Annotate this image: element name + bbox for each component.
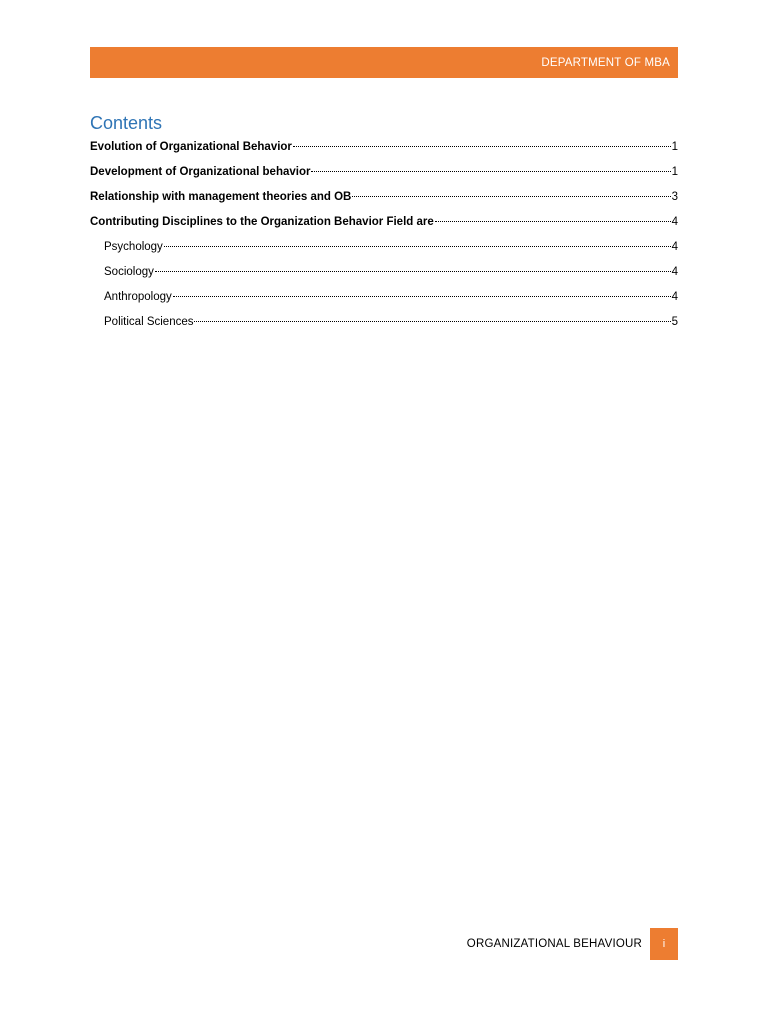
toc-entry-page: 4 (671, 241, 678, 253)
toc-entry-title: Sociology (104, 266, 154, 278)
toc-subentry[interactable] (90, 288, 678, 313)
toc-entry-page: 1 (671, 166, 678, 178)
toc-dot-leader (311, 171, 670, 172)
toc-entry-title: Political Sciences (104, 316, 194, 328)
footer-page-number: i (650, 928, 678, 960)
toc-entry-title: Evolution of Organizational Behavior (90, 141, 292, 153)
toc-dot-leader (293, 146, 671, 147)
toc-entry-title: Relationship with management theories and OB (90, 191, 352, 203)
toc-entry-page: 5 (671, 316, 678, 328)
toc-subentry[interactable] (90, 313, 678, 338)
toc-entry-title: Anthropology (104, 291, 172, 303)
toc-dot-leader (173, 296, 671, 297)
toc-entry[interactable] (90, 138, 678, 163)
page-footer (90, 928, 678, 960)
toc-entry-page: 1 (671, 141, 678, 153)
toc-entry-title: Development of Organizational behavior (90, 166, 311, 178)
toc-entry[interactable] (90, 163, 678, 188)
toc-dot-leader (435, 221, 671, 222)
page-header-bar (90, 47, 678, 78)
toc-entry-page: 4 (671, 266, 678, 278)
toc-entry-title: Contributing Disciplines to the Organization Behavior Field are (90, 216, 434, 228)
toc-list (90, 138, 678, 338)
header-department-text: DEPARTMENT OF MBA (541, 56, 670, 69)
footer-course-title: ORGANIZATIONAL BEHAVIOUR (466, 938, 642, 950)
toc-subentry[interactable] (90, 238, 678, 263)
toc-entry-page: 4 (671, 216, 678, 228)
toc-subentry[interactable] (90, 263, 678, 288)
toc-entry-page: 3 (671, 191, 678, 203)
toc-entry[interactable] (90, 188, 678, 213)
toc-heading: Contents (90, 113, 163, 133)
toc-dot-leader (164, 246, 671, 247)
toc-dot-leader (194, 321, 670, 322)
toc-entry-title: Psychology (104, 241, 163, 253)
toc-dot-leader (352, 196, 670, 197)
toc-entry-page: 4 (671, 291, 678, 303)
toc-entry[interactable] (90, 213, 678, 238)
toc-dot-leader (155, 271, 671, 272)
